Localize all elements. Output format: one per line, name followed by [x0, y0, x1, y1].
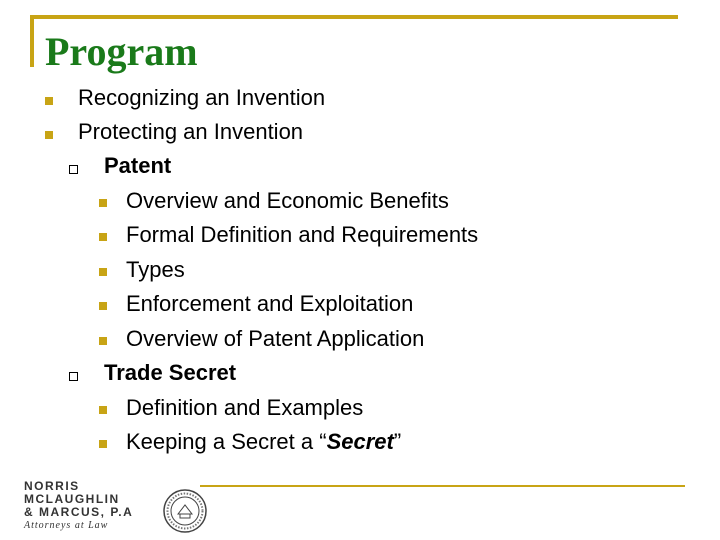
outline-item: Protecting an Invention: [78, 119, 304, 144]
outline-item: Formal Definition and Requirements: [126, 222, 479, 247]
outline-item: Overview of Patent Application: [126, 326, 425, 351]
outline-item: Overview and Economic Benefits: [126, 188, 449, 213]
slide-frame-top: [30, 15, 678, 19]
square-bullet-icon: [99, 302, 107, 310]
square-bullet-icon: [99, 440, 107, 448]
outline-item: Types: [126, 257, 185, 282]
square-bullet-icon: [99, 406, 107, 414]
logo-line: & MARCUS, P.A: [24, 505, 134, 519]
outline-item: Trade Secret: [104, 360, 237, 385]
slide-title: Program: [45, 29, 198, 74]
square-bullet-icon: [99, 199, 107, 207]
logo-line: NORRIS: [24, 479, 80, 493]
outline-item: Enforcement and Exploitation: [126, 291, 414, 316]
outline-item: Recognizing an Invention: [78, 85, 326, 110]
hollow-square-bullet-icon: [69, 165, 78, 174]
outline-item-suffix: ”: [393, 429, 402, 454]
logo-tagline: Attorneys at Law: [24, 520, 109, 531]
seal-icon: [162, 488, 208, 534]
square-bullet-icon: [99, 268, 107, 276]
outline-item-prefix: Keeping a Secret a “: [126, 429, 327, 454]
slide-frame-left: [30, 15, 34, 67]
firm-logo: [24, 480, 164, 530]
square-bullet-icon: [45, 97, 53, 105]
hollow-square-bullet-icon: [69, 372, 78, 381]
logo-line: MCLAUGHLIN: [24, 492, 120, 506]
square-bullet-icon: [45, 131, 53, 139]
square-bullet-icon: [99, 233, 107, 241]
outline-item: Patent: [104, 153, 172, 178]
square-bullet-icon: [99, 337, 107, 345]
outline-item: [126, 428, 401, 456]
outline-item: Definition and Examples: [126, 395, 364, 420]
outline-item-emphasis: Secret: [326, 429, 394, 454]
footer-rule: [200, 485, 685, 487]
